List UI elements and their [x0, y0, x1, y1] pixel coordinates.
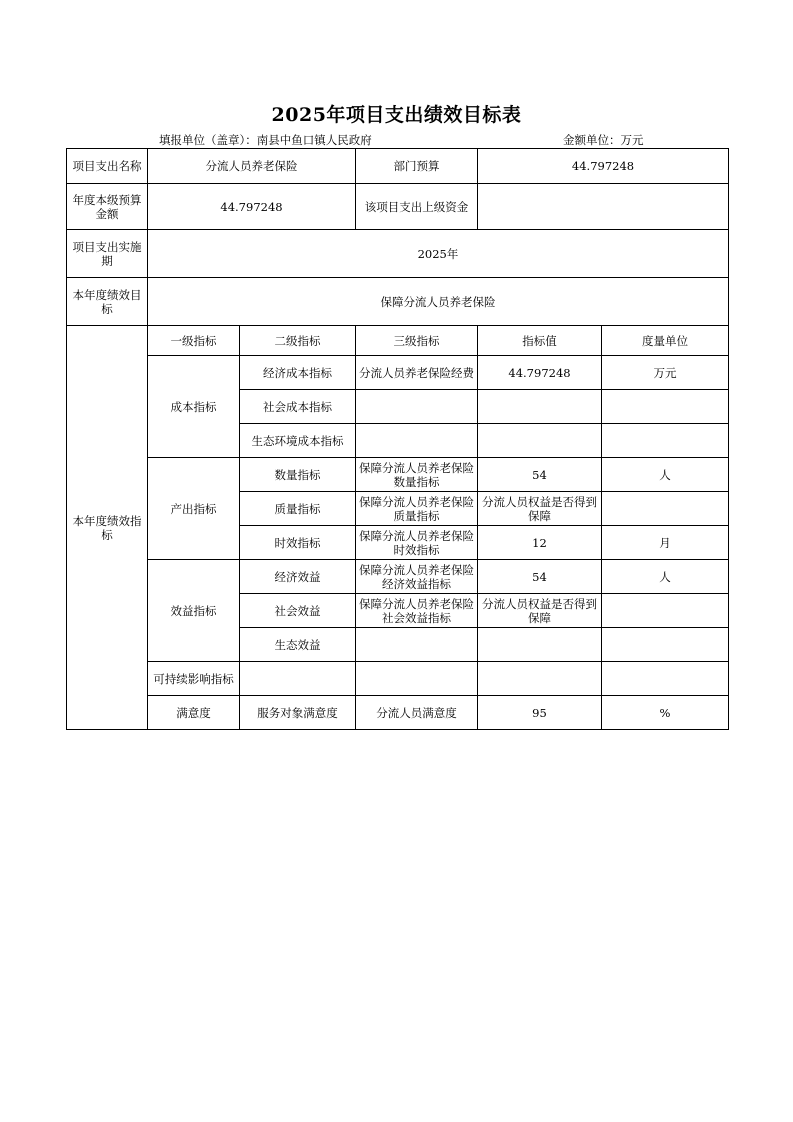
period-value: 2025年 — [148, 230, 729, 278]
table-row — [67, 184, 729, 230]
level2-cell: 社会成本指标 — [240, 390, 356, 424]
value-cell: 12 — [478, 526, 602, 560]
table-row — [67, 458, 729, 492]
page-title: 2025年项目支出绩效目标表 — [271, 104, 522, 126]
level3-cell — [356, 390, 478, 424]
performance-target-table — [66, 148, 729, 730]
project-name-value: 分流人员养老保险 — [148, 149, 356, 184]
column-header: 一级指标 — [148, 326, 240, 356]
unit-cell — [602, 594, 729, 628]
unit-cell: % — [602, 696, 729, 730]
table-row — [67, 230, 729, 278]
level3-cell: 分流人员养老保险经费 — [356, 356, 478, 390]
level1-cost: 成本指标 — [148, 356, 240, 458]
level2-cell: 社会效益 — [240, 594, 356, 628]
level3-cell: 保障分流人员养老保险时效指标 — [356, 526, 478, 560]
level2-cell: 质量指标 — [240, 492, 356, 526]
table-row — [67, 662, 729, 696]
level3-cell — [356, 628, 478, 662]
indicator-section-label: 本年度绩效指标 — [67, 326, 148, 730]
table-row — [67, 149, 729, 184]
goal-label: 本年度绩效目标 — [67, 278, 148, 326]
reporting-unit: 填报单位（盖章）：南县中鱼口镇人民政府 — [159, 133, 372, 147]
level3-cell — [356, 662, 478, 696]
level1-sustain: 可持续影响指标 — [148, 662, 240, 696]
upper-fund-label: 该项目支出上级资金 — [356, 184, 478, 230]
table-row — [67, 696, 729, 730]
unit-cell — [602, 424, 729, 458]
unit-cell — [602, 390, 729, 424]
level3-cell: 保障分流人员养老保险质量指标 — [356, 492, 478, 526]
level2-cell: 数量指标 — [240, 458, 356, 492]
level2-cell: 服务对象满意度 — [240, 696, 356, 730]
table-row — [67, 560, 729, 594]
level3-cell: 分流人员满意度 — [356, 696, 478, 730]
table-row — [67, 326, 729, 356]
value-cell: 54 — [478, 560, 602, 594]
value-cell: 54 — [478, 458, 602, 492]
unit-cell: 人 — [602, 458, 729, 492]
unit-cell: 万元 — [602, 356, 729, 390]
value-cell — [478, 662, 602, 696]
level1-output: 产出指标 — [148, 458, 240, 560]
level3-cell: 保障分流人员养老保险社会效益指标 — [356, 594, 478, 628]
money-unit: 金额单位：万元 — [563, 133, 644, 147]
value-cell: 分流人员权益是否得到保障 — [478, 492, 602, 526]
unit-cell — [602, 628, 729, 662]
level1-benefit: 效益指标 — [148, 560, 240, 662]
column-header: 指标值 — [478, 326, 602, 356]
level3-cell: 保障分流人员养老保险经济效益指标 — [356, 560, 478, 594]
level2-cell: 经济成本指标 — [240, 356, 356, 390]
table-row — [67, 356, 729, 390]
level3-cell: 保障分流人员养老保险数量指标 — [356, 458, 478, 492]
value-cell: 分流人员权益是否得到保障 — [478, 594, 602, 628]
unit-cell — [602, 492, 729, 526]
level2-cell: 生态效益 — [240, 628, 356, 662]
dept-budget-value: 44.797248 — [478, 149, 729, 184]
level1-satisfaction: 满意度 — [148, 696, 240, 730]
annual-budget-value: 44.797248 — [148, 184, 356, 230]
level2-cell: 经济效益 — [240, 560, 356, 594]
level2-cell — [240, 662, 356, 696]
unit-cell — [602, 662, 729, 696]
annual-budget-label: 年度本级预算金额 — [67, 184, 148, 230]
level2-cell: 时效指标 — [240, 526, 356, 560]
goal-value: 保障分流人员养老保险 — [148, 278, 729, 326]
unit-cell: 月 — [602, 526, 729, 560]
value-cell: 44.797248 — [478, 356, 602, 390]
period-label: 项目支出实施期 — [67, 230, 148, 278]
value-cell — [478, 628, 602, 662]
table-row — [67, 278, 729, 326]
upper-fund-value — [478, 184, 729, 230]
unit-cell: 人 — [602, 560, 729, 594]
column-header: 二级指标 — [240, 326, 356, 356]
column-header: 三级指标 — [356, 326, 478, 356]
value-cell — [478, 390, 602, 424]
column-header: 度量单位 — [602, 326, 729, 356]
level3-cell — [356, 424, 478, 458]
value-cell — [478, 424, 602, 458]
dept-budget-label: 部门预算 — [356, 149, 478, 184]
project-name-label: 项目支出名称 — [67, 149, 148, 184]
value-cell: 95 — [478, 696, 602, 730]
level2-cell: 生态环境成本指标 — [240, 424, 356, 458]
